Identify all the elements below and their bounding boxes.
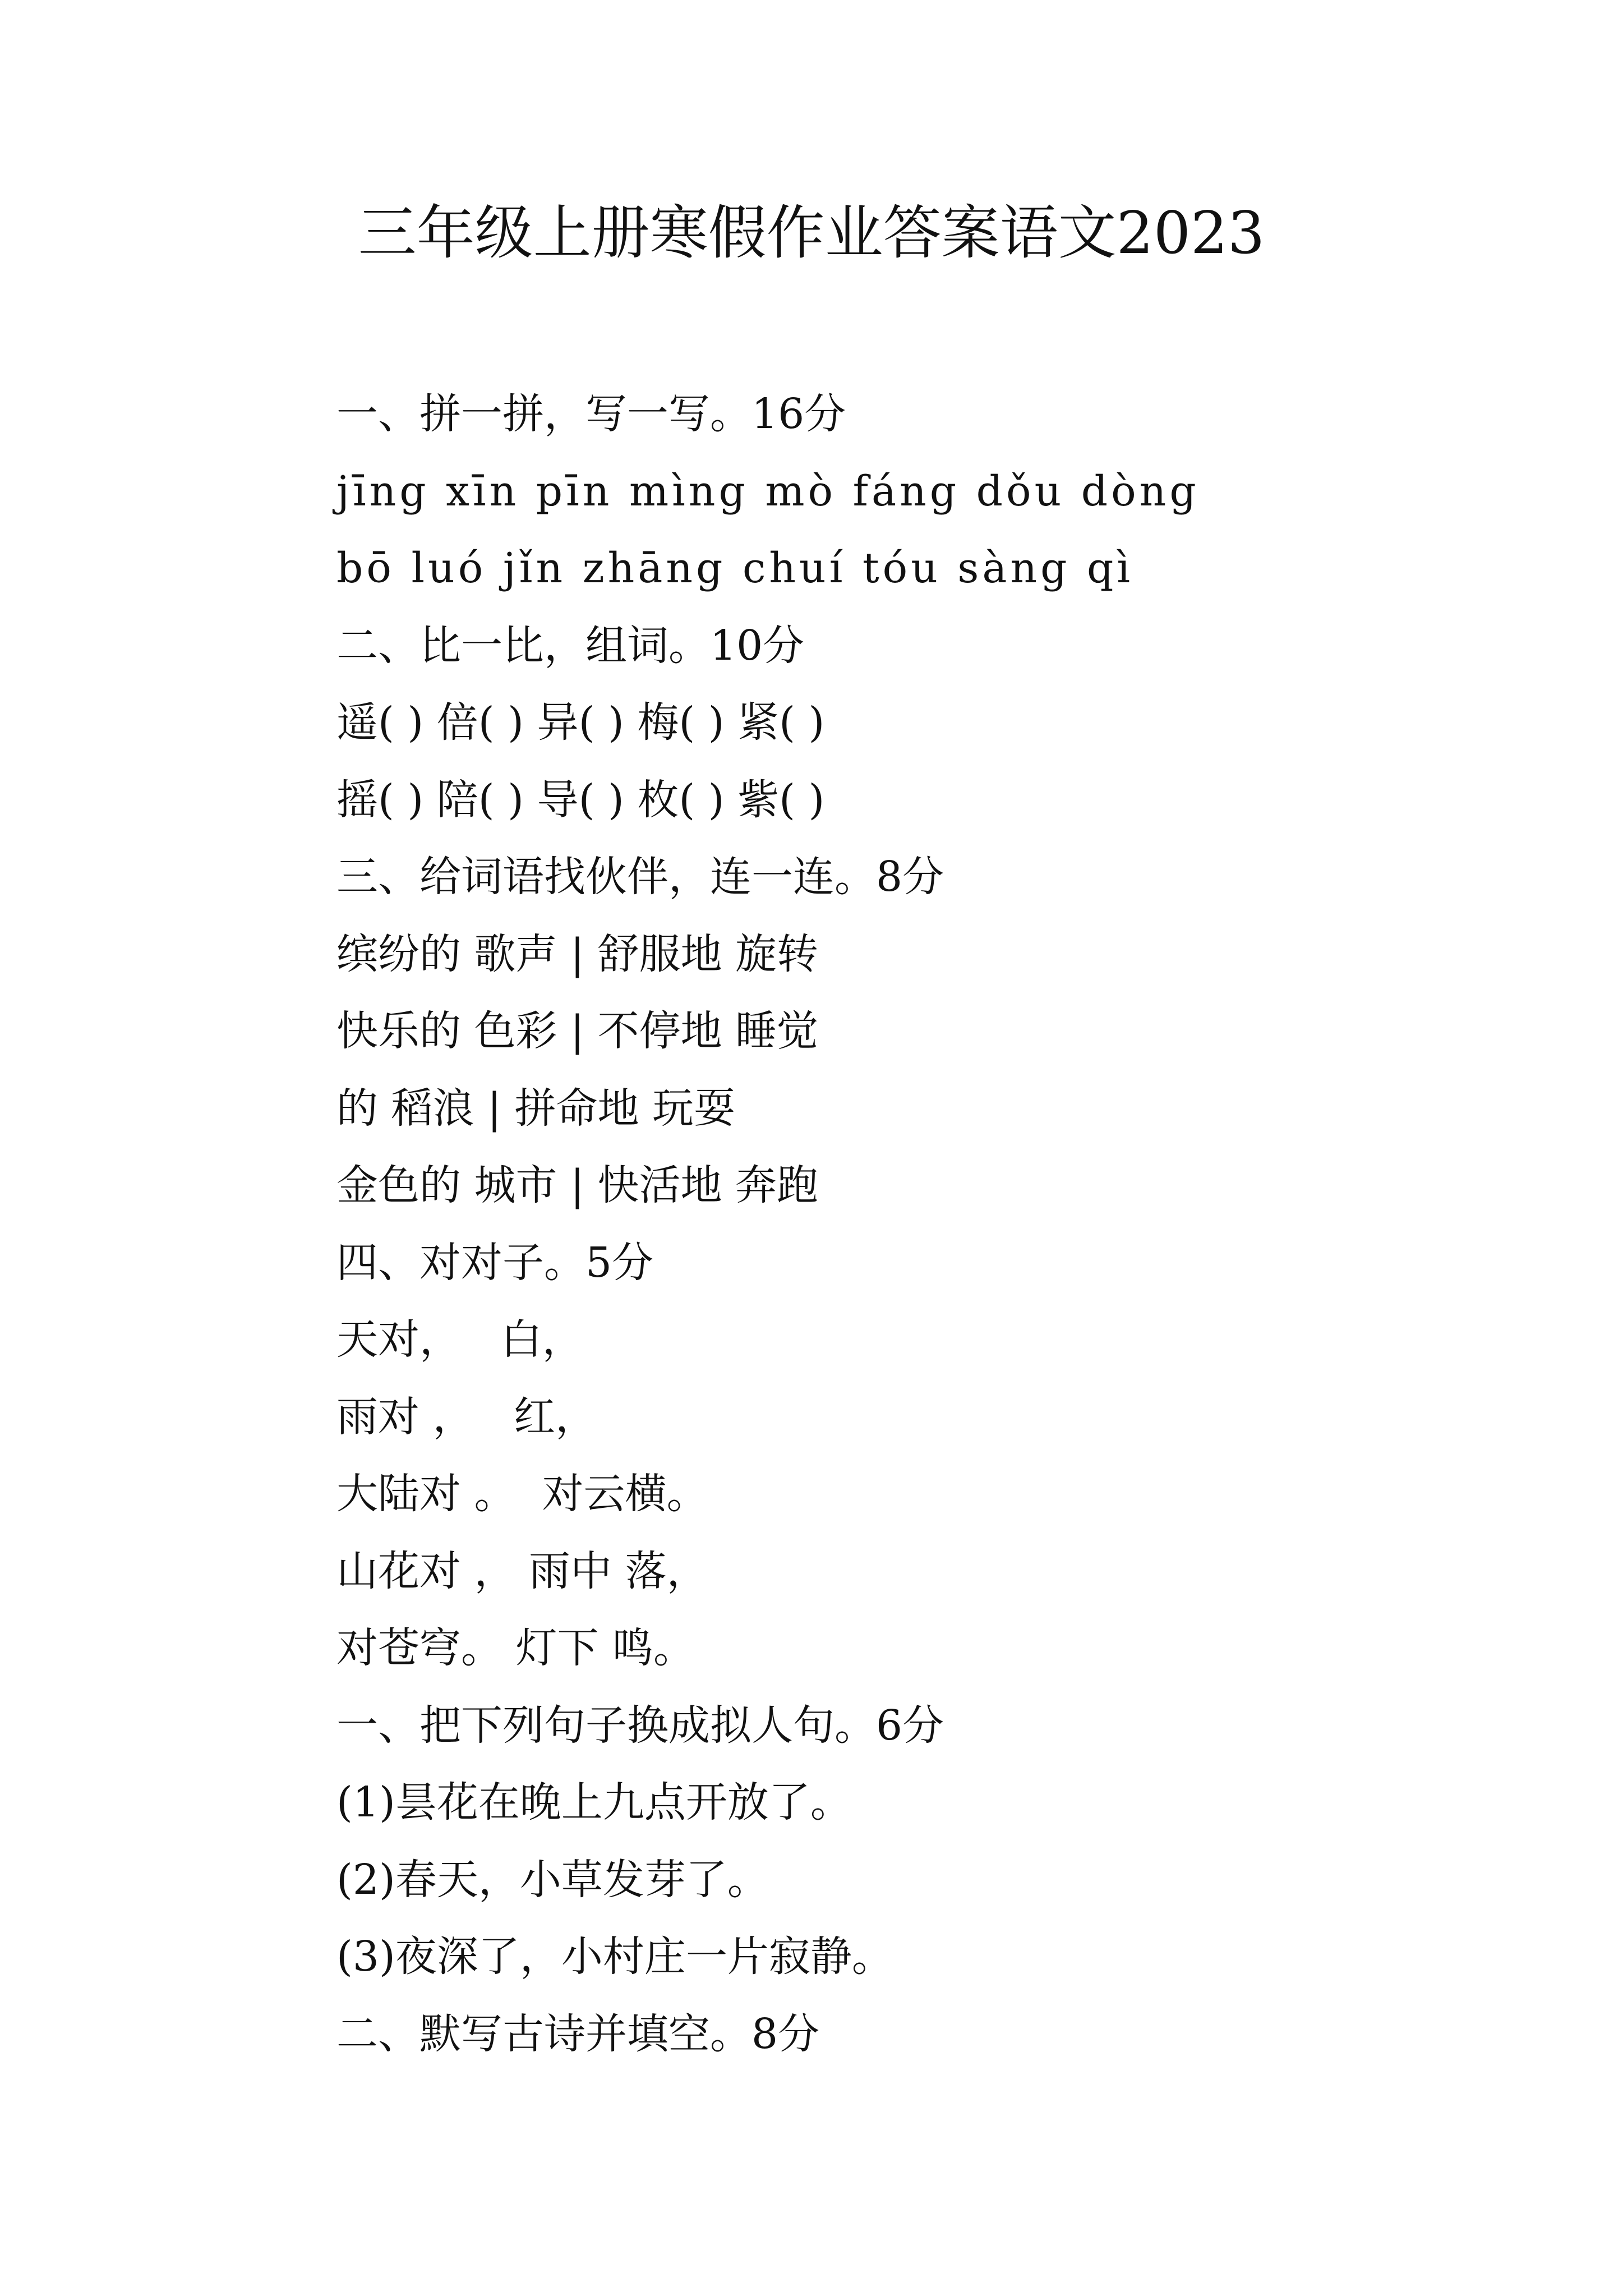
section-heading-compare: 二、比一比，组词。10分 — [336, 621, 805, 670]
section-heading-pinyin: 一、拼一拼，写一写。16分 — [336, 390, 846, 438]
pinyin-line-1: jīng xīn pīn mìng mò fáng dǒu dòng — [336, 467, 1200, 516]
sentence-item-1: (1)昙花在晚上九点开放了。 — [336, 1778, 852, 1826]
match-line-1: 缤纷的 歌声 | 舒服地 旋转 — [336, 930, 819, 978]
couplet-line-4: 山花对 ， 雨中 落， — [336, 1547, 708, 1595]
section-heading-match: 三、给词语找伙伴，连一连。8分 — [336, 853, 944, 901]
document-body — [336, 376, 1570, 2073]
pinyin-line-2: bō luó jǐn zhāng chuí tóu sàng qì — [336, 544, 1134, 592]
sentence-item-3: (3)夜深了，小村庄一片寂静。 — [336, 1932, 893, 1981]
compare-words-line-1: 遥( ) 倍( ) 异( ) 梅( ) 紧( ) — [336, 698, 825, 747]
match-line-2: 快乐的 色彩 | 不停地 睡觉 — [336, 1007, 819, 1055]
sentence-item-2: (2)春天，小草发芽了。 — [336, 1855, 769, 1904]
match-line-3: 的 稻浪 | 拼命地 玩耍 — [336, 1084, 736, 1133]
couplet-line-1: 天对， 白， — [336, 1315, 584, 1364]
section-heading-poem: 二、默写古诗并填空。8分 — [336, 2009, 820, 2058]
section-heading-personification: 一、把下列句子换成拟人句。6分 — [336, 1701, 944, 1750]
section-heading-couplets: 四、对对子。5分 — [336, 1238, 654, 1287]
couplet-line-2: 雨对 ， 红， — [336, 1392, 597, 1441]
couplet-line-3: 大陆对 。 对云横。 — [336, 1470, 708, 1518]
match-line-4: 金色的 城市 | 快活地 奔跑 — [336, 1161, 819, 1209]
document-title: 三年级上册寒假作业答案语文2023 — [358, 199, 1265, 267]
compare-words-line-2: 摇( ) 陪( ) 导( ) 枚( ) 紫( ) — [336, 775, 825, 824]
couplet-line-5: 对苍穹。 灯下 鸣。 — [336, 1624, 695, 1672]
